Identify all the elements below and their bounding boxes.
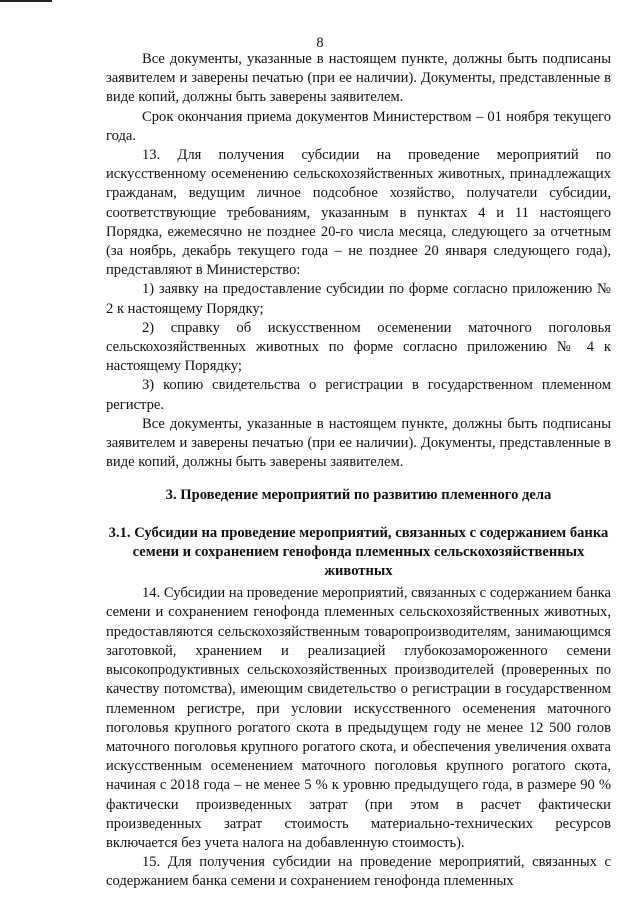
paragraph-15: 15. Для получения субсидии на проведение мероприятий, связанных с содержанием банка семени и сохранением генофонда племенных — [106, 854, 611, 890]
list-item-2: 2) справку об искусственном осеменении маточного поголовья сельскохозяйственных животных по форме согласно приложению № 4 к настоящему Порядку; — [106, 319, 611, 375]
list-item-3: 3) копию свидетельства о регистрации в государственном племенном регистре. — [106, 377, 611, 413]
paragraph-documents-signed: Все документы, указанные в настоящем пункте, должны быть подписаны заявителем и заверены печатью (при ее наличии). Документы, представленные в виде копий, должны быть заверены заявителем. — [106, 51, 611, 106]
paragraph-13: 13. Для получения субсидии на проведение мероприятий по искусственному осеменению сельскохозяйственных животных, принадлежащих гражданам, ведущим личное подсобное хозяйство, получатели субсидии, соответствующие требованиям, указанным в пунктах 4 и 11 настоящего Порядка, ежемесячно не позднее 20-го числа месяца, следующего за отчетным (за ноябрь, декабрь текущего года – не позднее 20 января следующего года), представляют в Министерство: — [106, 147, 611, 279]
paragraph-documents-signed-2: Все документы, указанные в настоящем пункте, должны быть подписаны заявителем и заверены печатью (при ее наличии). Документы, представленные в виде копий, должны быть заверены заявителем. — [106, 415, 611, 471]
paragraph-14: 14. Субсидии на проведение мероприятий, связанных с содержанием банка семени и сохранением генофонда племенных сельскохозяйственных животных, предоставляются сельскохозяйственным товаропроизводителям, занимающимся заготовкой, хранением и реализацией глубокозамороженного семени высокопродуктивных сельскохозяйственных производителей (проверенных по качеству потомства), имеющим свидетельство о регистрации в государственном племенном регистре, при условии искусственного осеменения маточного поголовья крупного рогатого скота в предыдущем году не менее 12 500 голов маточного поголовья крупного рогатого скота, и обеспечения увеличения охвата искусственным осеменением маточного поголовья крупного рогатого скота, начиная с 2018 года – не менее 5 % к уровню предыдущего года, в размере 90 % фактически произведенных затрат (при этом в расчет фактически произведенных затрат стоимость материально-технических ресурсов включается без учета налога на добавленную стоимость). — [106, 585, 611, 851]
page-number: 8 — [316, 35, 324, 51]
section-heading: 3. Проведение мероприятий по развитию племенного дела — [165, 487, 552, 504]
paragraph-deadline: Срок окончания приема документов Министерством – 01 ноября текущего года. — [106, 108, 611, 144]
list-item-1: 1) заявку на предоставление субсидии по форме согласно приложению № 2 к настоящему Порядку; — [106, 281, 611, 317]
document-body — [106, 50, 611, 892]
corner-scan-mark — [0, 0, 52, 2]
subsection-heading: 3.1. Субсидии на проведение мероприятий, связанных с содержанием банка семени и сохранением генофонда племенных сельскохозяйственных животных — [108, 524, 609, 580]
